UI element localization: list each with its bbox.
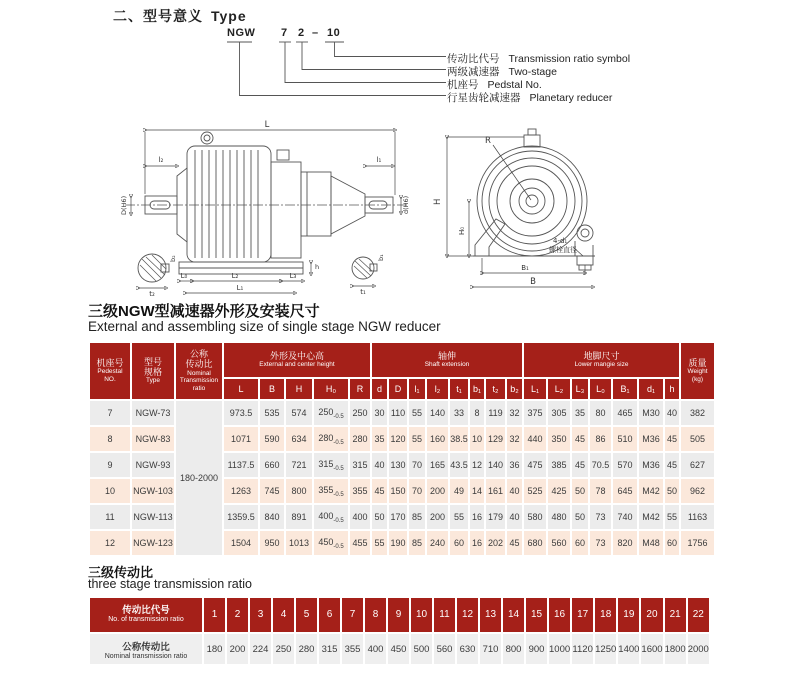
cell-b2: 40 [507,479,522,503]
cell-b1: 12 [470,453,484,477]
ratio-value: 1250 [595,634,616,664]
cell-t1: 38.5 [450,427,468,451]
dimension-table [88,341,716,557]
cell-R: 250 [350,401,370,425]
cell-b2: 36 [507,453,522,477]
ratio-code-22: 22 [688,598,709,632]
bolt-diameter-label: 螺栓直径 [549,246,577,254]
cell-B1: 820 [613,531,637,555]
col-header-weight: 质量 Weight (kg) [681,343,714,399]
cell-h: 55 [665,505,679,529]
cell-l2: 165 [427,453,448,477]
cell-b1: 8 [470,401,484,425]
cell-L: 1504 [224,531,258,555]
ratio-code-3: 3 [250,598,271,632]
cell-L2: 305 [548,401,570,425]
cell-B1: 740 [613,505,637,529]
model-code-stage: 2 [298,27,305,39]
ratio-value: 900 [526,634,547,664]
dim-L1-label: L₁ [236,284,244,292]
ratio-value: 315 [319,634,340,664]
callout-en: Planetary reducer [529,92,613,104]
cell-L: 1071 [224,427,258,451]
cell-B1: 510 [613,427,637,451]
dimension-table-title-zh: 三级NGW型减速器外形及安装尺寸 [88,303,320,320]
ratio-code-19: 19 [618,598,639,632]
cell-no: 10 [90,479,130,503]
cell-b1: 16 [470,505,484,529]
dim-B1-label: B₁ [521,264,529,272]
ratio-value: 355 [342,634,363,664]
subcol-header-l₂: l₂ [427,379,448,399]
ratio-code-5: 5 [296,598,317,632]
cell-D: 110 [389,401,407,425]
cell-h: 50 [665,479,679,503]
model-code-pedestal: 7 [281,27,288,39]
ratio-value: 1400 [618,634,639,664]
col-header-type: 型号 规格 Type [132,343,174,399]
cell-t2: 129 [486,427,505,451]
ratio-code-7: 7 [342,598,363,632]
cell-l1: 85 [409,531,425,555]
dim-B-label: B [530,277,536,287]
cell-no: 7 [90,401,130,425]
cell-R: 355 [350,479,370,503]
ratio-code-8: 8 [365,598,386,632]
cell-d1: M42 [639,505,663,529]
ratio-code-20: 20 [641,598,662,632]
cell-d: 30 [372,401,387,425]
cell-d: 35 [372,427,387,451]
cell-weight: 1756 [681,531,714,555]
dim-h-label: h [315,263,320,271]
dim-t2-label: t₂ [149,290,155,298]
cell-type: NGW-113 [132,505,174,529]
cell-type: NGW-103 [132,479,174,503]
col-header-pedestal: 机座号 Pedestal NO. [90,343,130,399]
cell-L0: 73 [590,531,611,555]
ratio-code-13: 13 [480,598,501,632]
cell-t2: 119 [486,401,505,425]
subcol-header-H: H [286,379,312,399]
cell-no: 8 [90,427,130,451]
cell-H0: $450_{-0.5}$ [314,531,348,555]
cell-L1: 475 [524,453,546,477]
cell-L: 1359.5 [224,505,258,529]
cell-L2: 350 [548,427,570,451]
cell-H: 634 [286,427,312,451]
cell-B: 535 [260,401,284,425]
cell-H0: $250_{-0.5}$ [314,401,348,425]
cell-t1: 43.5 [450,453,468,477]
cell-R: 280 [350,427,370,451]
cell-H: 800 [286,479,312,503]
ratio-code-14: 14 [503,598,524,632]
ratio-value: 280 [296,634,317,664]
ratio-code-21: 21 [665,598,686,632]
group-header-shaft: 轴伸 Shaft extension [372,343,522,377]
cell-L3: 35 [572,401,588,425]
dim-d-label: d(H6) [402,195,410,214]
callout-zh: 机座号 [447,79,479,91]
dim-L2-label: L₂ [231,272,239,280]
cell-b1: 16 [470,531,484,555]
dim-b1-label: b₁ [377,254,385,261]
callout-zh: 两级减速器 [447,66,500,78]
cell-L0: 78 [590,479,611,503]
subcol-header-h: h [665,379,679,399]
cell-d1: M42 [639,479,663,503]
cell-nominal-ratio: 180-2000 [176,401,222,555]
cell-L0: 73 [590,505,611,529]
cell-l2: 140 [427,401,448,425]
ratio-value: 1600 [641,634,662,664]
dim-L-label: L [264,120,270,130]
ratio-value: 500 [411,634,432,664]
ratio-code-17: 17 [572,598,593,632]
cell-d1: M30 [639,401,663,425]
cell-l1: 70 [409,453,425,477]
ratio-table-title-en: three stage transmission ratio [88,577,252,591]
subcol-header-d: d [372,379,387,399]
subcol-header-L₀: L₀ [590,379,611,399]
cell-H0: $280_{-0.5}$ [314,427,348,451]
cell-h: 45 [665,427,679,451]
ratio-code-12: 12 [457,598,478,632]
ratio-value: 200 [227,634,248,664]
cell-d1: M48 [639,531,663,555]
cell-L3: 45 [572,427,588,451]
cell-L0: 86 [590,427,611,451]
cell-D: 130 [389,453,407,477]
group-header-foot: 地脚尺寸 Lower mangie size [524,343,679,377]
cell-b2: 40 [507,505,522,529]
cell-B: 745 [260,479,284,503]
cell-H: 721 [286,453,312,477]
ratio-value: 250 [273,634,294,664]
cell-no: 9 [90,453,130,477]
cell-l2: 160 [427,427,448,451]
ratio-value: 560 [434,634,455,664]
ratio-value: 224 [250,634,271,664]
cell-L1: 525 [524,479,546,503]
model-code-leader-lines [200,26,450,106]
dimension-table-title-en: External and assembling size of single stage NGW reducer [88,319,441,334]
cell-t2: 161 [486,479,505,503]
table-row [90,401,714,425]
dim-b2-label: b₂ [169,255,177,262]
cell-l2: 200 [427,505,448,529]
cell-R: 315 [350,453,370,477]
ratio-code-11: 11 [434,598,455,632]
cell-t2: 140 [486,453,505,477]
cell-d1: M36 [639,453,663,477]
cell-b1: 14 [470,479,484,503]
cell-H: 574 [286,401,312,425]
cell-type: NGW-123 [132,531,174,555]
cell-L2: 560 [548,531,570,555]
cell-d: 55 [372,531,387,555]
dim-L3-label: L₃ [289,272,297,280]
section-heading [113,6,247,26]
cell-no: 11 [90,505,130,529]
dim-D-label: D(H6) [120,195,128,215]
dim-L0-label: L₀ [180,272,188,280]
ratio-value: 710 [480,634,501,664]
callout-en: Two-stage [508,66,557,78]
cell-H: 1013 [286,531,312,555]
dim-l2-label: l₂ [158,156,164,164]
ratio-value: 2000 [688,634,709,664]
group-header-external: 外形及中心高 External and center height [224,343,370,377]
subcol-header-d₁: d₁ [639,379,663,399]
cell-d1: M36 [639,427,663,451]
cell-B: 950 [260,531,284,555]
cell-type: NGW-83 [132,427,174,451]
cell-H0: $400_{-0.5}$ [314,505,348,529]
cell-d: 40 [372,453,387,477]
cell-L0: 70.5 [590,453,611,477]
cell-weight: 382 [681,401,714,425]
ratio-code-9: 9 [388,598,409,632]
subcol-header-L: L [224,379,258,399]
ratio-table-title-zh: 三级传动比 [88,565,154,580]
ratio-code-16: 16 [549,598,570,632]
cell-l2: 240 [427,531,448,555]
cell-l1: 85 [409,505,425,529]
ratio-value: 1000 [549,634,570,664]
cell-R: 400 [350,505,370,529]
subcol-header-b₁: b₁ [470,379,484,399]
dim-R-label: R [485,136,491,146]
cell-t1: 33 [450,401,468,425]
subcol-header-L₁: L₁ [524,379,546,399]
cell-h: 40 [665,401,679,425]
transmission-ratio-table [88,596,711,666]
subcol-header-t₂: t₂ [486,379,505,399]
callout-zh: 行星齿轮减速器 [447,92,521,104]
cell-b2: 32 [507,401,522,425]
cell-L3: 60 [572,531,588,555]
ratio-value: 180 [204,634,225,664]
cell-t1: 55 [450,505,468,529]
callout-en: Transmission ratio symbol [508,53,631,65]
cell-t1: 49 [450,479,468,503]
cell-l1: 55 [409,427,425,451]
cell-L0: 80 [590,401,611,425]
cell-h: 60 [665,531,679,555]
subcol-header-l₁: l₁ [409,379,425,399]
col-header-ratio: 公称 传动比 Nominal Transmission ratio [176,343,222,399]
subcol-header-b₂: b₂ [507,379,522,399]
cell-d: 45 [372,479,387,503]
cell-D: 150 [389,479,407,503]
section-heading-en: Type [211,8,247,24]
subcol-header-t₁: t₁ [450,379,468,399]
ratio-code-4: 4 [273,598,294,632]
cell-D: 120 [389,427,407,451]
callout-planetary-reducer [447,90,612,105]
reducer-front-view-drawing [425,123,680,295]
subcol-header-H₀: H₀ [314,379,348,399]
cell-t1: 60 [450,531,468,555]
cell-type: NGW-93 [132,453,174,477]
model-code-dash: – [312,27,319,39]
cell-L1: 375 [524,401,546,425]
ratio-value: 400 [365,634,386,664]
cell-L: 973.5 [224,401,258,425]
model-code-ratio: 10 [327,27,341,39]
ratio-value-label: 公称传动比 Nominal transmission ratio [90,634,202,664]
cell-L1: 440 [524,427,546,451]
cell-L1: 680 [524,531,546,555]
cell-B: 660 [260,453,284,477]
ratio-value: 630 [457,634,478,664]
cell-weight: 627 [681,453,714,477]
cell-D: 170 [389,505,407,529]
cell-h: 45 [665,453,679,477]
ratio-code-label: 传动比代号 No. of transmission ratio [90,598,202,632]
ratio-code-10: 10 [411,598,432,632]
cell-type: NGW-73 [132,401,174,425]
dim-H-label: H [433,198,443,205]
section-heading-zh: 二、型号意义 [113,8,203,24]
ratio-code-1: 1 [204,598,225,632]
subcol-header-L₃: L₃ [572,379,588,399]
ratio-value: 800 [503,634,524,664]
cell-D: 190 [389,531,407,555]
cell-L3: 45 [572,453,588,477]
cell-B: 840 [260,505,284,529]
ratio-code-18: 18 [595,598,616,632]
ratio-value: 1800 [665,634,686,664]
model-code-prefix: NGW [227,27,256,39]
ratio-code-6: 6 [319,598,340,632]
reducer-side-view-drawing [95,118,415,298]
bolt-count-label: 4-d₁ [553,237,568,245]
cell-t2: 179 [486,505,505,529]
dim-l1-label: l₁ [376,156,382,164]
subcol-header-R: R [350,379,370,399]
cell-b1: 10 [470,427,484,451]
cell-l2: 200 [427,479,448,503]
cell-weight: 962 [681,479,714,503]
cell-L: 1137.5 [224,453,258,477]
cell-L1: 580 [524,505,546,529]
cell-d: 50 [372,505,387,529]
cell-t2: 202 [486,531,505,555]
dim-H0-label: H₀ [458,226,466,235]
callout-en: Pedstal No. [487,79,542,91]
cell-B1: 465 [613,401,637,425]
cell-weight: 1163 [681,505,714,529]
subcol-header-B: B [260,379,284,399]
subcol-header-D: D [389,379,407,399]
cell-B1: 570 [613,453,637,477]
cell-R: 455 [350,531,370,555]
cell-L3: 50 [572,479,588,503]
subcol-header-B₁: B₁ [613,379,637,399]
cell-b2: 45 [507,531,522,555]
cell-B1: 645 [613,479,637,503]
ratio-code-2: 2 [227,598,248,632]
cell-L2: 480 [548,505,570,529]
cell-H0: $355_{-0.5}$ [314,479,348,503]
cell-no: 12 [90,531,130,555]
cell-L2: 425 [548,479,570,503]
cell-B: 590 [260,427,284,451]
ratio-value: 450 [388,634,409,664]
cell-b2: 32 [507,427,522,451]
cell-l1: 70 [409,479,425,503]
cell-L: 1263 [224,479,258,503]
callout-zh: 传动比代号 [447,53,500,65]
dim-t1-label: t₁ [360,288,366,296]
cell-L3: 50 [572,505,588,529]
cell-weight: 505 [681,427,714,451]
cell-H0: $315_{-0.5}$ [314,453,348,477]
ratio-code-15: 15 [526,598,547,632]
ratio-value: 1120 [572,634,593,664]
cell-H: 891 [286,505,312,529]
subcol-header-L₂: L₂ [548,379,570,399]
cell-L2: 385 [548,453,570,477]
cell-l1: 55 [409,401,425,425]
